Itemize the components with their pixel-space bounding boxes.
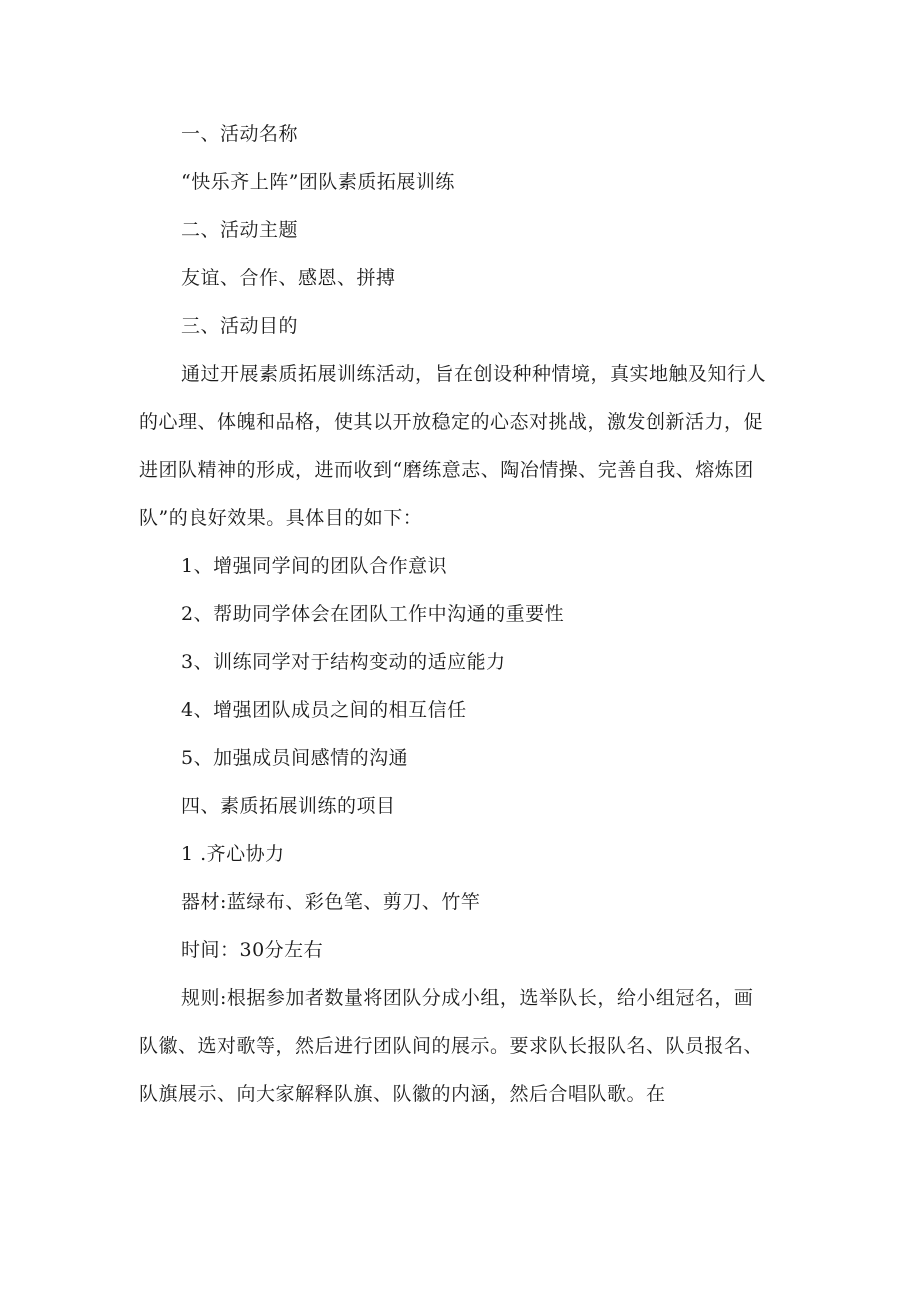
list-item-goal-1: 1、增强同学间的团队合作意识 <box>181 555 448 577</box>
paragraph-activity-name-value: “快乐齐上阵”团队素质拓展训练 <box>181 171 455 193</box>
paragraph-time: 时间：30分左右 <box>181 939 324 961</box>
paragraph-activity-theme-value: 友谊、合作、感恩、拼搏 <box>181 267 396 289</box>
paragraph-purpose-line-3: 进团队精神的形成，进而收到“磨练意志、陶冶情操、完善自我、熔炼团 <box>139 459 754 481</box>
heading-activity-name: 一、活动名称 <box>181 123 299 145</box>
paragraph-purpose-line-1: 通过开展素质拓展训练活动，旨在创设种种情境，真实地触及知行人 <box>181 363 767 385</box>
list-item-goal-3: 3、训练同学对于结构变动的适应能力 <box>181 651 506 673</box>
list-item-goal-5: 5、加强成员间感情的沟通 <box>181 747 409 769</box>
heading-training-projects: 四、素质拓展训练的项目 <box>181 795 396 817</box>
list-item-goal-2: 2、帮助同学体会在团队工作中沟通的重要性 <box>181 603 565 625</box>
paragraph-rules-line-1: 规则:根据参加者数量将团队分成小组，选举队长，给小组冠名，画 <box>181 987 754 1009</box>
paragraph-equipment: 器材:蓝绿布、彩色笔、剪刀、竹竿 <box>181 891 481 913</box>
list-item-goal-4: 4、增强团队成员之间的相互信任 <box>181 699 467 721</box>
heading-activity-purpose: 三、活动目的 <box>181 315 299 337</box>
paragraph-purpose-line-2: 的心理、体魄和品格，使其以开放稳定的心态对挑战，激发创新活力，促 <box>139 411 764 433</box>
paragraph-purpose-line-4: 队”的良好效果。具体目的如下： <box>139 507 423 529</box>
heading-activity-theme: 二、活动主题 <box>181 219 299 241</box>
paragraph-rules-line-3: 队旗展示、向大家解释队旗、队徽的内涵，然后合唱队歌。在 <box>139 1083 666 1105</box>
subheading-project-1: 1 .齐心协力 <box>181 843 285 865</box>
paragraph-rules-line-2: 队徽、选对歌等，然后进行团队间的展示。要求队长报队名、队员报名、 <box>139 1035 764 1057</box>
